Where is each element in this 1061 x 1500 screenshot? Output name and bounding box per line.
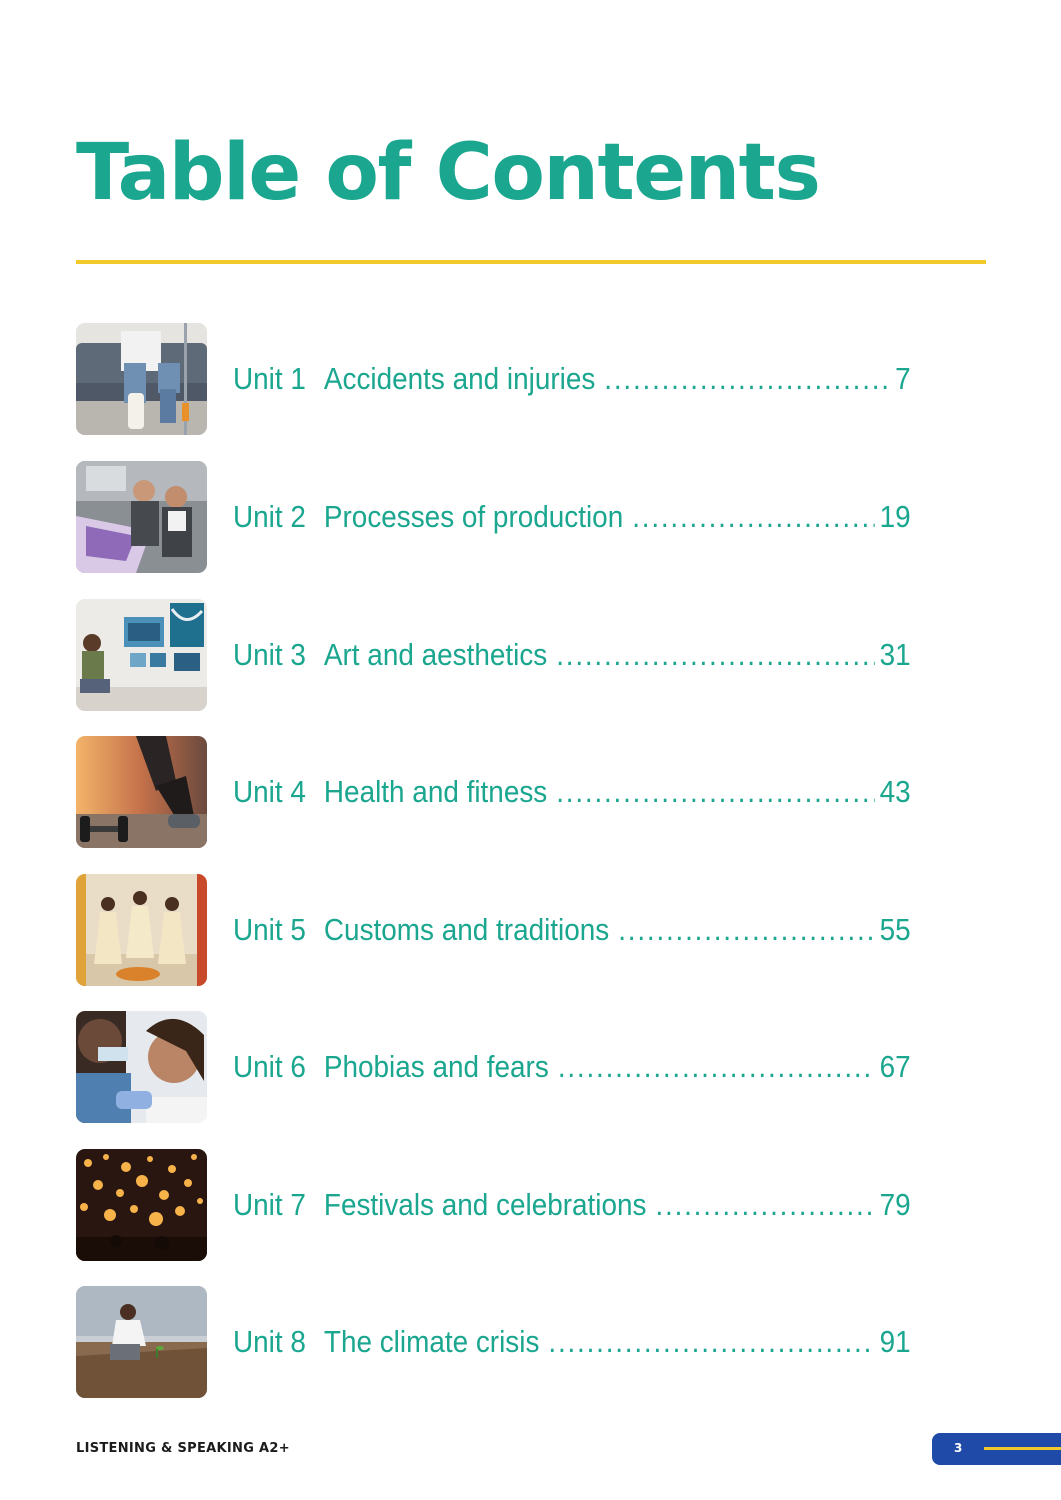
toc-entry-unit-8[interactable] (76, 1286, 986, 1398)
unit-number: Unit 7 (233, 1187, 306, 1222)
unit-number: Unit 4 (233, 774, 306, 809)
dot-leader (632, 499, 874, 535)
unit-title: Processes of production (323, 499, 624, 534)
unit-number: Unit 8 (233, 1324, 306, 1359)
dot-leader (556, 637, 874, 673)
toc-entry-unit-6[interactable] (76, 1011, 986, 1123)
unit-title: Art and aesthetics (323, 637, 548, 672)
page-number: 79 (879, 1187, 911, 1222)
footer-page-number: 3 (954, 1441, 963, 1455)
unit-number: Unit 6 (233, 1049, 306, 1084)
unit-number: Unit 1 (233, 361, 306, 396)
unit-title: Festivals and celebrations (323, 1187, 647, 1222)
unit-title: Customs and traditions (323, 912, 610, 947)
book-title: LISTENING & SPEAKING A2+ (76, 1441, 290, 1456)
unit-number: Unit 3 (233, 637, 306, 672)
unit-title: Health and fitness (323, 774, 548, 809)
toc-entry-unit-7[interactable] (76, 1149, 986, 1261)
sky-lanterns-photo (76, 1149, 207, 1261)
traditional-dance-photo (76, 874, 207, 986)
dot-leader (548, 1324, 874, 1360)
page-number: 31 (879, 637, 911, 672)
dot-leader (618, 912, 874, 948)
leg-cast-crutches-photo (76, 323, 207, 435)
gym-dumbbell-photo (76, 736, 207, 848)
page-tab-accent-line (984, 1447, 1061, 1450)
page-number: 43 (879, 774, 911, 809)
dot-leader (556, 774, 874, 810)
title-divider (76, 260, 986, 264)
unit-number: Unit 5 (233, 912, 306, 947)
page-number: 19 (879, 499, 911, 534)
unit-title: The climate crisis (323, 1324, 540, 1359)
toc-entry-unit-1[interactable] (76, 323, 986, 435)
dentist-patient-photo (76, 1011, 207, 1123)
toc-entry-unit-4[interactable] (76, 736, 986, 848)
dot-leader (604, 361, 889, 397)
page-number: 55 (879, 912, 911, 947)
print-workers-photo (76, 461, 207, 573)
dot-leader (655, 1187, 874, 1223)
dot-leader (558, 1049, 874, 1085)
planting-seedling-photo (76, 1286, 207, 1398)
unit-number: Unit 2 (233, 499, 306, 534)
page-number: 67 (879, 1049, 911, 1084)
toc-entry-unit-2[interactable] (76, 461, 986, 573)
art-gallery-photo (76, 599, 207, 711)
page-number: 7 (895, 361, 911, 396)
page-number: 91 (879, 1324, 911, 1359)
page-number-tab (932, 1433, 1061, 1465)
toc-entry-unit-5[interactable] (76, 874, 986, 986)
page-title: Table of Contents (76, 128, 820, 218)
unit-title: Accidents and injuries (323, 361, 596, 396)
unit-title: Phobias and fears (323, 1049, 549, 1084)
toc-entry-unit-3[interactable] (76, 599, 986, 711)
